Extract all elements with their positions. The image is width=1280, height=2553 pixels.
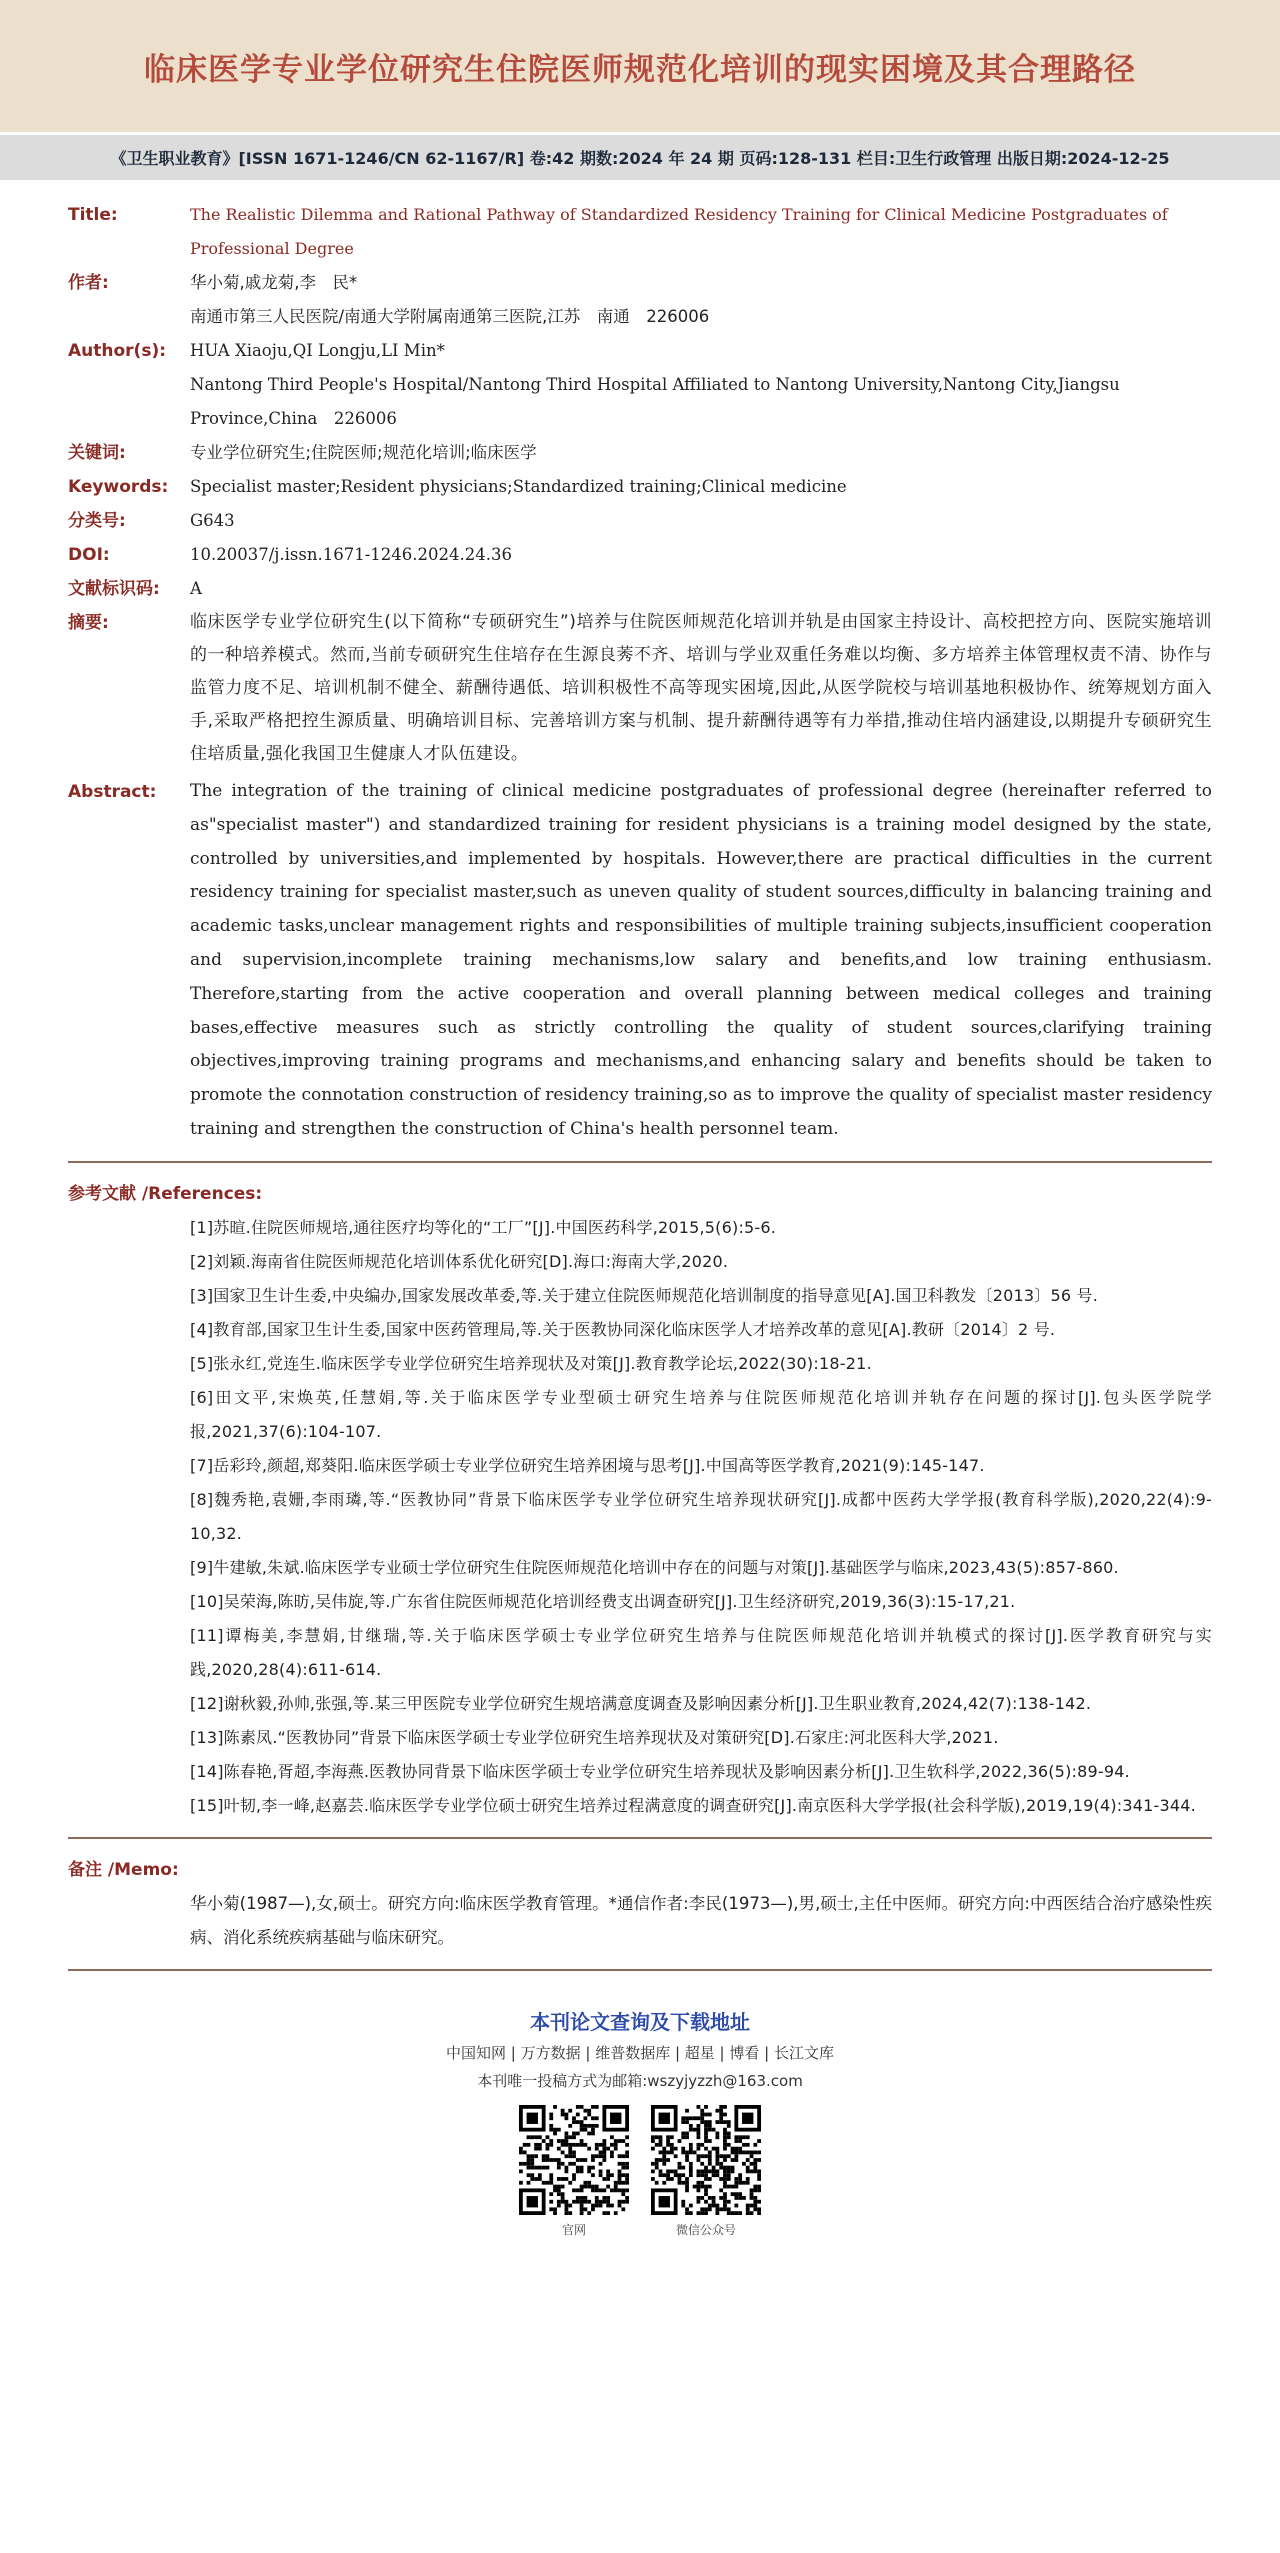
reference-item: [8]魏秀艳,袁姗,李雨璘,等.“医教协同”背景下临床医学专业学位研究生培养现状研究[J].成都中医药大学学报(教育科学版),2020,22(4):9-10,32.	[190, 1489, 1212, 1543]
reference-item: [4]教育部,国家卫生计生委,国家中医药管理局,等.关于医教协同深化临床医学人才培养改革的意见[A].教研〔2014〕2 号.	[190, 1319, 1056, 1339]
class-no-row	[68, 504, 1212, 538]
keywords-en-value: Specialist master;Resident physicians;Standardized training;Clinical medicine	[190, 477, 847, 496]
doi-row	[68, 538, 1212, 572]
memo-heading: 备注 /Memo:	[68, 1859, 179, 1880]
title-en-value[interactable]: The Realistic Dilemma and Rational Pathway of Standardized Residency Training for Clinical Medicine Postgraduates of Professional Degree	[190, 205, 1168, 258]
reference-item: [5]张永红,党连生.临床医学专业学位研究生培养现状及对策[J].教育教学论坛,2022(30):18-21.	[190, 1353, 872, 1373]
footer	[68, 2005, 1212, 2238]
doc-code-row	[68, 572, 1212, 606]
database-links[interactable]: 中国知网 | 万方数据 | 维普数据库 | 超星 | 博看 | 长江文库	[446, 2043, 834, 2062]
reference-item: [11]谭梅美,李慧娟,甘继瑞,等.关于临床医学硕士专业学位研究生培养与住院医师规范化培训并轨模式的探讨[J].医学教育研究与实践,2020,28(4):611-614.	[190, 1625, 1212, 1679]
authors-en-value: HUA Xiaoju,QI Longju,LI Min*	[190, 341, 445, 360]
title-band	[0, 0, 1280, 132]
submission-email[interactable]: 本刊唯一投稿方式为邮箱:wszyjyzzh@163.com	[477, 2071, 803, 2090]
field-label: 文献标识码:	[68, 579, 160, 599]
reference-item: [13]陈素凤.“医教协同”背景下临床医学硕士专业学位研究生培养现状及对策研究[D].石家庄:河北医科大学,2021.	[190, 1727, 999, 1747]
divider	[68, 1969, 1212, 1971]
qr-label: 官网	[561, 2222, 586, 2237]
field-label: 作者:	[68, 273, 109, 293]
reference-item: [6]田文平,宋焕英,任慧娟,等.关于临床医学专业型硕士研究生培养与住院医师规范化培训并轨存在问题的探讨[J].包头医学院学报,2021,37(6):104-107.	[190, 1387, 1212, 1441]
article-metadata	[68, 198, 1212, 2238]
journal-info-bar	[0, 135, 1280, 180]
reference-item: [1]苏暄.住院医师规培,通往医疗均等化的“工厂”[J].中国医药科学,2015,5(6):5-6.	[190, 1217, 777, 1237]
page-title: 临床医学专业学位研究生住院医师规范化培训的现实困境及其合理路径	[144, 51, 1136, 88]
reference-item: [3]国家卫生计生委,中央编办,国家发展改革委,等.关于建立住院医师规范化培训制度的指导意见[A].国卫科教发〔2013〕56 号.	[190, 1285, 1098, 1305]
memo-text: 华小菊(1987—),女,硕士。研究方向:临床医学教育管理。*通信作者:李民(1973—),男,硕士,主任中医师。研究方向:中西医结合治疗感染性疾病、消化系统疾病基础与临床研究。	[190, 1893, 1212, 1947]
field-label: Abstract:	[68, 782, 157, 802]
qr-codes	[68, 2105, 1212, 2238]
divider	[68, 1837, 1212, 1839]
doi-value[interactable]: 10.20037/j.issn.1671-1246.2024.24.36	[190, 545, 513, 564]
qr-code-icon	[651, 2105, 761, 2215]
qr-wechat[interactable]	[651, 2105, 761, 2238]
reference-item: [15]叶韧,李一峰,赵嘉芸.临床医学专业学位硕士研究生培养过程满意度的调查研究[J].南京医科大学学报(社会科学版),2019,19(4):341-344.	[190, 1795, 1196, 1815]
authors-cn-value: 华小菊,戚龙菊,李 民*	[190, 273, 358, 292]
reference-item: [12]谢秋毅,孙帅,张强,等.某三甲医院专业学位研究生规培满意度调查及影响因素分析[J].卫生职业教育,2024,42(7):138-142.	[190, 1693, 1092, 1713]
doc-code-value: A	[190, 579, 202, 598]
abstract-cn-row	[68, 606, 1212, 771]
authors-en-row	[68, 334, 1212, 436]
keywords-en-row	[68, 470, 1212, 504]
reference-item: [7]岳彩玲,颜超,郑葵阳.临床医学硕士专业学位研究生培养困境与思考[J].中国高等医学教育,2021(9):145-147.	[190, 1455, 985, 1475]
abstract-cn-value: 临床医学专业学位研究生(以下简称“专硕研究生”)培养与住院医师规范化培训并轨是由国家主持设计、高校把控方向、医院实施培训的一种培养模式。然而,当前专硕研究生住培存在生源良莠不齐、培训与学业双重任务难以均衡、多方培养主体管理权责不清、协作与监管力度不足、培训机制不健全、薪酬待遇低、培训积极性不高等现实困境,因此,从医学院校与培训基地积极协作、统筹规划方面入手,采取严格把控生源质量、明确培训目标、完善培训方案与机制、提升薪酬待遇等有力举措,推动住培内涵建设,以期提升专硕研究生住培质量,强化我国卫生健康人才队伍建设。	[190, 612, 1212, 764]
field-label: 摘要:	[68, 613, 109, 633]
affiliation-en: Nantong Third People's Hospital/Nantong Third Hospital Affiliated to Nantong University,Nantong City,Jiangsu Province,China 226006	[190, 375, 1120, 428]
qr-code-icon	[519, 2105, 629, 2215]
references-heading: 参考文献 /References:	[68, 1183, 263, 1204]
keywords-cn-row	[68, 436, 1212, 470]
field-label: Title:	[68, 205, 118, 225]
field-label: Author(s):	[68, 341, 167, 361]
reference-item: [9]牛建敏,朱斌.临床医学专业硕士学位研究生住院医师规范化培训中存在的问题与对策[J].基础医学与临床,2023,43(5):857-860.	[190, 1557, 1119, 1577]
reference-list	[190, 1211, 1212, 1823]
reference-item: [14]陈春艳,胥超,李海燕.医教协同背景下临床医学硕士专业学位研究生培养现状及影响因素分析[J].卫生软科学,2022,36(5):89-94.	[190, 1761, 1130, 1781]
footer-title: 本刊论文查询及下载地址	[530, 2009, 750, 2034]
abstract-en-value: The integration of the training of clinical medicine postgraduates of professional degree (hereinafter referred to as"specialist master") and standardized training for resident physicians is a training model designed by the state, controlled by universities,and implemented by hospitals. However,there are practical difficulties in the current residency training for specialist master,such as uneven quality of student sources,difficulty in balancing training and academic tasks,unclear management rights and responsibilities of multiple training subjects,insufficient cooperation and supervision,incomplete training mechanisms,low salary and benefits,and low training enthusiasm. Therefore,starting from the active cooperation and overall planning between medical colleges and training bases,effective measures such as strictly controlling the quality of student sources,clarifying training objectives,improving training programs and mechanisms,and enhancing salary and benefits should be taken to promote the connotation construction of residency training,so as to improve the quality of specialist master residency training and strengthen the construction of China's health personnel team.	[190, 781, 1212, 1139]
journal-info: 《卫生职业教育》[ISSN 1671-1246/CN 62-1167/R] 卷:42 期数:2024 年 24 期 页码:128-131 栏目:卫生行政管理 出版日期:2024-12-25	[110, 149, 1170, 168]
reference-item: [2]刘颖.海南省住院医师规范化培训体系优化研究[D].海口:海南大学,2020.	[190, 1251, 729, 1271]
qr-website[interactable]	[519, 2105, 629, 2238]
affiliation-cn: 南通市第三人民医院/南通大学附属南通第三医院,江苏 南通 226006	[190, 307, 710, 326]
authors-cn-row	[68, 266, 1212, 334]
field-label: DOI:	[68, 545, 110, 565]
field-label: 分类号:	[68, 511, 126, 531]
reference-item: [10]吴荣海,陈昉,吴伟旋,等.广东省住院医师规范化培训经费支出调查研究[J].卫生经济研究,2019,36(3):15-17,21.	[190, 1591, 1016, 1611]
field-label: Keywords:	[68, 477, 169, 497]
qr-label: 微信公众号	[675, 2222, 736, 2237]
field-label: 关键词:	[68, 443, 126, 463]
abstract-en-row	[68, 775, 1212, 1147]
class-no-value: G643	[190, 511, 235, 530]
divider	[68, 1161, 1212, 1163]
title-en-row	[68, 198, 1212, 266]
keywords-cn-value: 专业学位研究生;住院医师;规范化培训;临床医学	[190, 443, 537, 462]
